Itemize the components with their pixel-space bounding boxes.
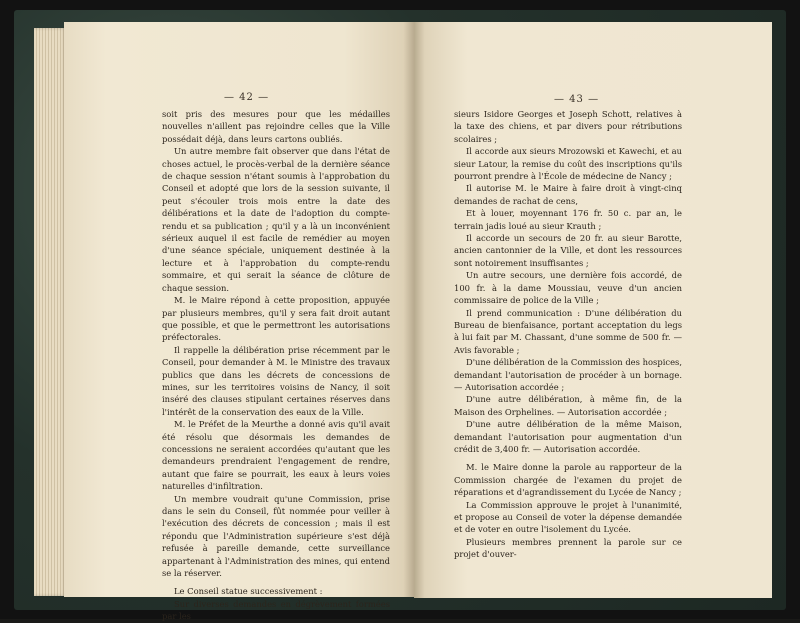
paragraph: Il accorde aux sieurs Mrozowski et Kawechi, et au sieur Latour, la remise du coût des inscriptions qu'ils pourront prendre à l'École de médecine de Nancy ; [454,146,682,182]
paragraph: D'une délibération de la Commission des hospices, demandant l'autorisation de procéder à un bornage. — Autorisation accordée ; [454,357,682,392]
paragraph: Un membre voudrait qu'une Commission, prise dans le sein du Conseil, fût nommée pour veiller à l'exécution des décrets de concession ; mais il est répondu que l'Administration supérieure s'est déjà refusée à pareille demande, cette surveillance appartenant à l'Administration des mines, qui entend se la réserver. [162,493,390,579]
paragraph: Il rappelle la délibération prise récemment par le Conseil, pour demander à M. le Ministre des travaux publics que dans les décrets de concessions de mines, sur les territoires voisins de Nancy, il soit inséré des clauses stipulant certaines réserves dans l'intérêt de la conservation des eaux de la Ville. [162,344,390,417]
paragraph: Sur diverses demandes en dégrèvement formées par les [162,598,390,622]
paragraph: M. le Maire répond à cette proposition, appuyée par plusieurs membres, qu'il y sera fait droit autant que possible, et que le permettront les autorisations préfectorales. [162,295,390,343]
paragraph: Il autorise M. le Maire à faire droit à vingt-cinq demandes de rachat de cens, [454,183,682,206]
paragraph: Il prend communication : D'une délibération du Bureau de bienfaisance, portant acceptation du legs à lui fait par M. Chassant, d'une somme de 500 fr. — Avis favorable ; [454,307,682,355]
left-page-text [162,108,390,623]
right-page [414,22,772,598]
page-number-right: — 43 — [554,94,600,105]
page-number-left: — 42 — [224,92,270,103]
paragraph: M. le Préfet de la Meurthe a donné avis qu'il avait été résolu que désormais les demandes de concessions ne seraient accordées qu'autant que les demandeurs prendraient l'engagement de rendre, autant que faire se pourrait, les eaux à leurs voies naturelles d'infiltration. [162,419,390,492]
right-page-text [454,108,682,561]
paragraph: Il accorde un secours de 20 fr. au sieur Barotte, ancien cantonnier de la Ville, et dont les ressources sont notoirement insuffisantes ; [454,233,682,268]
paragraph: D'une autre délibération, à même fin, de la Maison des Orphelines. — Autorisation accordée ; [454,394,682,417]
paragraph: D'une autre délibération de la même Maison, demandant l'autorisation pour augmentation d'un crédit de 3,400 fr. — Autorisation accordée. [454,419,682,454]
paragraph: Un autre membre fait observer que dans l'état de choses actuel, le procès-verbal de la dernière séance de chaque session n'étant soumis à l'approbation du Conseil et adopté que lors de la session suivante, il peut s'écouler trois mois entre la date des délibérations et la date de l'adoption du compte-rendu et sa publication ; qu'il y a là un inconvénient sérieux auquel il est facile de remédier au moyen d'une séance spéciale, uniquement destinée à la lecture et à l'approbation du compte-rendu sommaire, et qui serait la séance de clôture de chaque session. [162,146,390,293]
paragraph: La Commission approuve le projet à l'unanimité, et propose au Conseil de voter la dépense demandée et de voter en outre l'isolement du Lycée. [454,499,682,535]
page-edges [34,28,66,596]
paragraph: Le Conseil statue successivement : [174,586,323,597]
paragraph: M. le Maire donne la parole au rapporteur de la Commission chargée de l'examen du projet de réparations et d'agrandissement du Lycée de Nancy ; [454,462,682,498]
paragraph: soit pris des mesures pour que les médailles nouvelles n'aillent pas rejoindre celles que la Ville possédait déjà, dans leurs cartons oubliés. [162,109,390,144]
paragraph: Et à louer, moyennant 176 fr. 50 c. par an, le terrain jadis loué au sieur Krauth ; [454,208,682,231]
paragraph: sieurs Isidore Georges et Joseph Schott, relatives à la taxe des chiens, et par divers pour rétributions scolaires ; [454,109,682,144]
paragraph: Plusieurs membres prennent la parole sur ce projet d'ouver- [454,536,682,560]
paragraph: Un autre secours, une dernière fois accordé, de 100 fr. à la dame Moussiau, veuve d'un ancien commissaire de police de la Ville ; [454,270,682,306]
left-page [64,22,414,622]
